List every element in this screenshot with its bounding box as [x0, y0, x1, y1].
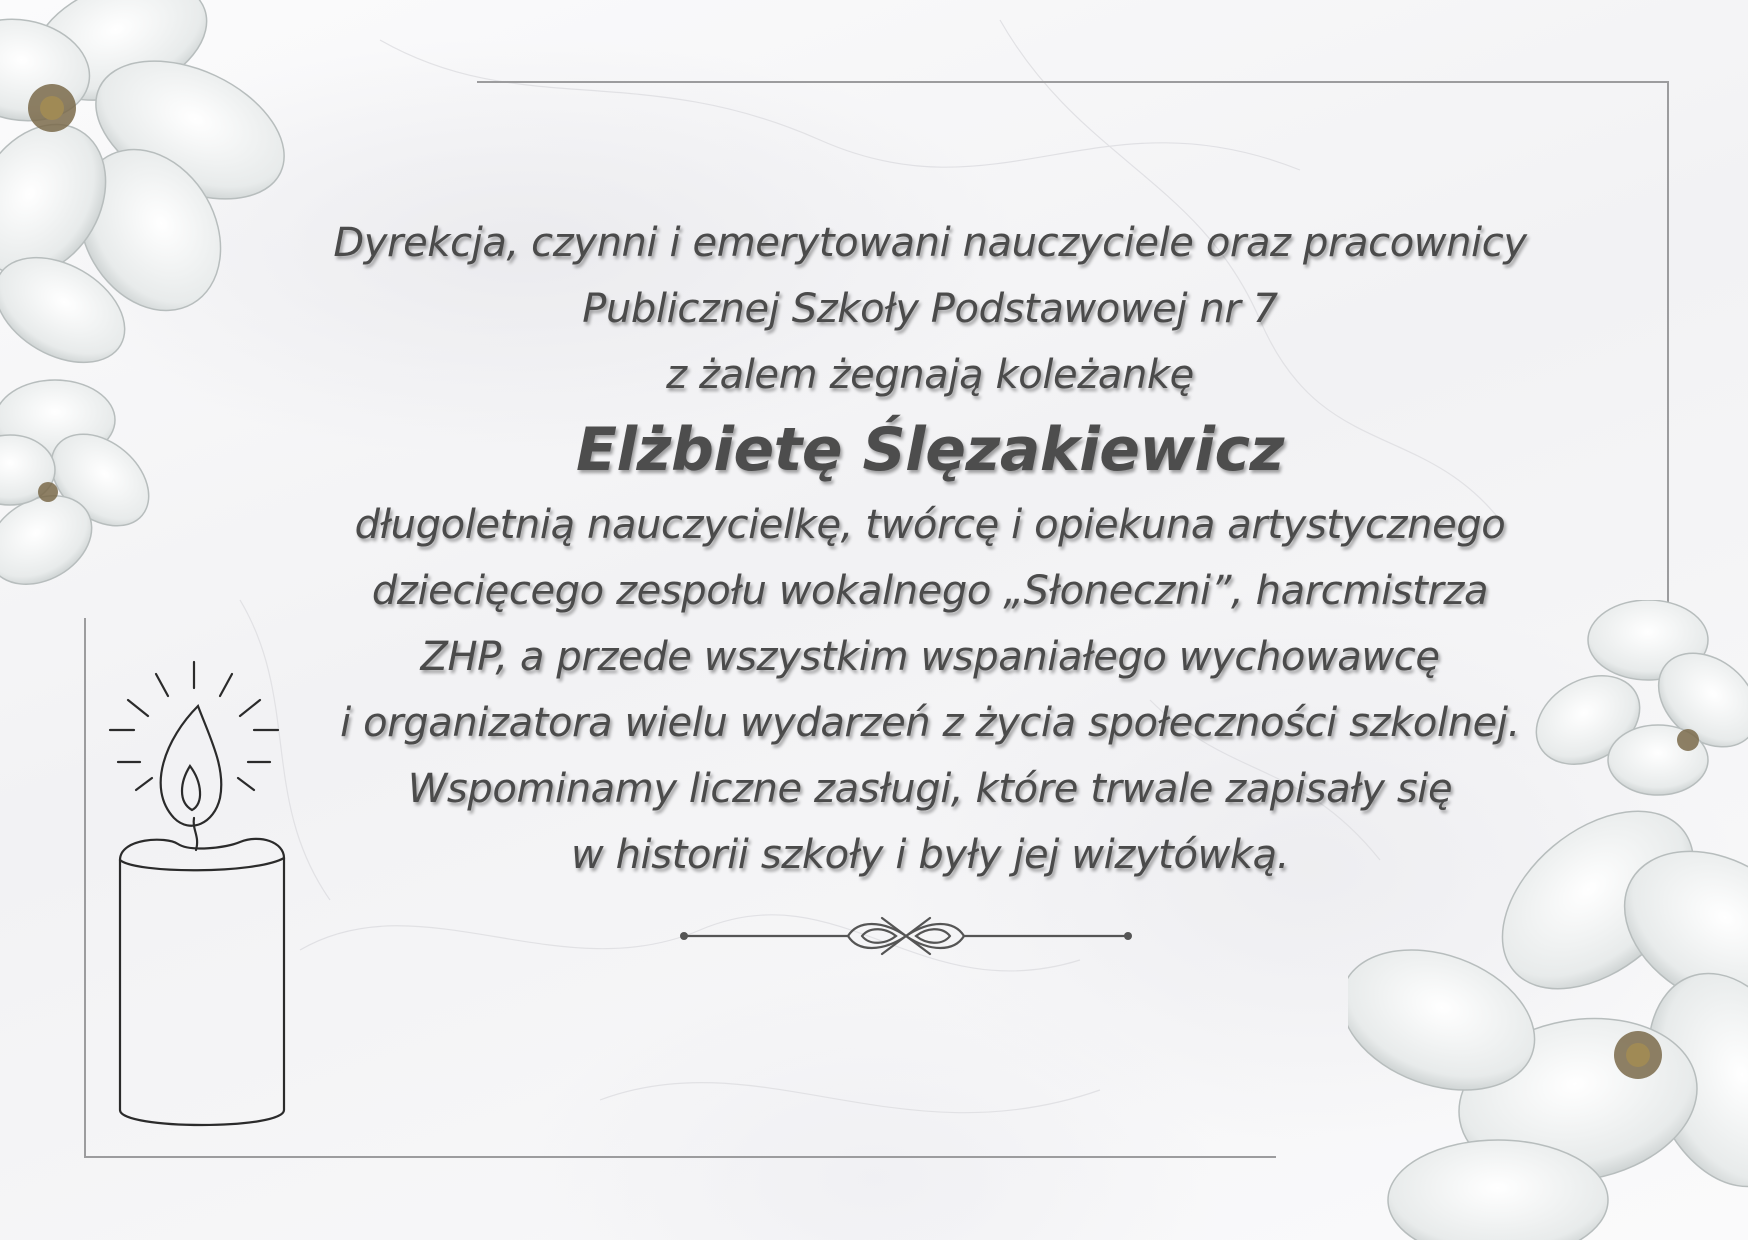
- body-line: i organizatora wielu wydarzeń z życia społeczności szkolnej.: [340, 700, 1520, 746]
- condolence-text: [270, 210, 1590, 888]
- body-line: ZHP, a przede wszystkim wspaniałego wychowawcę: [420, 634, 1440, 680]
- body-line: w historii szkoły i były jej wizytówką.: [570, 832, 1290, 878]
- intro-line: Dyrekcja, czynni i emerytowani nauczyciele oraz pracownicy: [333, 220, 1527, 266]
- body-line: dziecięcego zespołu wokalnego „Słoneczni”, harcmistrza: [371, 568, 1489, 614]
- flower-icon: [0, 0, 310, 620]
- intro-line: Publicznej Szkoły Podstawowej nr 7: [582, 286, 1278, 332]
- intro-line: z żalem żegnają koleżankę: [666, 352, 1194, 398]
- candle-icon: [106, 658, 286, 1128]
- ornament-divider-icon: [676, 912, 1136, 964]
- deceased-name: Elżbietę Ślęzakiewicz: [576, 415, 1284, 485]
- body-line: Wspominamy liczne zasługi, które trwale zapisały się: [407, 766, 1453, 812]
- body-line: długoletnią nauczycielkę, twórcę i opiekuna artystycznego: [354, 502, 1506, 548]
